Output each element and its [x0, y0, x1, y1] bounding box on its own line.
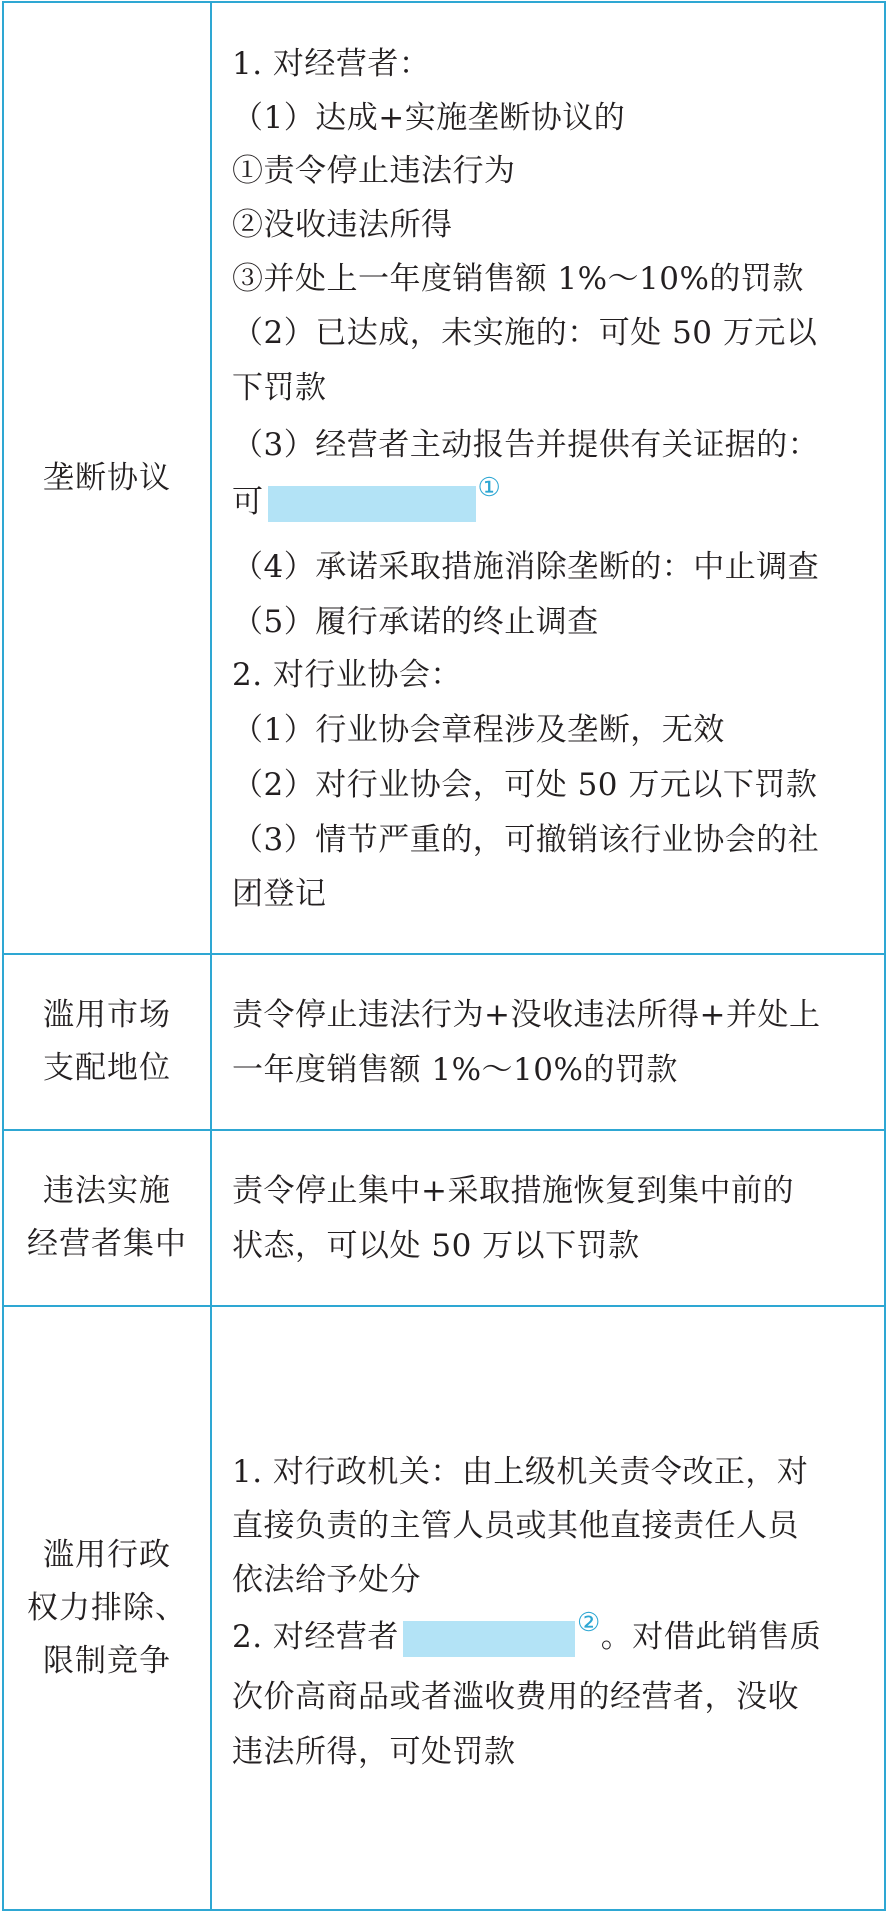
row-label-cell — [4, 3, 212, 953]
content-line: 状态，可以处 50 万以下罚款 — [232, 1228, 640, 1264]
content-line: （2）对行业协会，可处 50 万元以下罚款 — [232, 767, 818, 803]
content-line: 2. 对经营者 ②。对借此销售质 — [232, 1608, 822, 1655]
content-line: 下罚款 — [232, 370, 327, 406]
content-line: （4）承诺采取措施消除垄断的：中止调查 — [232, 549, 820, 585]
table-row — [4, 1307, 884, 1909]
content-line: 一年度销售额 1%～10%的罚款 — [232, 1052, 678, 1088]
content-line: （2）已达成，未实施的：可处 50 万元以 — [232, 315, 818, 351]
row-label-cell — [4, 1307, 212, 1909]
answer-blank — [268, 486, 476, 522]
content-line: 依法给予处分 — [232, 1562, 421, 1598]
row-label-cell — [4, 1131, 212, 1305]
answer-blank — [403, 1621, 575, 1657]
row-content-cell — [212, 955, 884, 1129]
content-line: 次价高商品或者滥收费用的经营者，没收 — [232, 1679, 799, 1715]
row-label: 滥用市场 支配地位 — [43, 997, 171, 1086]
table-row — [4, 3, 884, 955]
blank-number-mark: ① — [477, 473, 502, 503]
content-line: ①责令停止违法行为 — [232, 153, 516, 189]
content-line: 可 ① — [232, 473, 502, 520]
content-line: （3）经营者主动报告并提供有关证据的： — [232, 427, 820, 463]
content-line: （3）情节严重的，可撤销该行业协会的社 — [232, 822, 820, 858]
content-line: 团登记 — [232, 876, 327, 912]
content-line: 直接负责的主管人员或其他直接责任人员 — [232, 1508, 799, 1544]
table-row — [4, 1131, 884, 1307]
content-line: （5）履行承诺的终止调查 — [232, 604, 599, 640]
content-line: （1）行业协会章程涉及垄断，无效 — [232, 712, 725, 748]
row-label: 垄断协议 — [43, 459, 171, 496]
row-content-cell — [212, 1307, 884, 1909]
content-line: ③并处上一年度销售额 1%～10%的罚款 — [232, 261, 804, 297]
content-line: 1. 对行政机关：由上级机关责令改正，对 — [232, 1454, 809, 1490]
table-row — [4, 955, 884, 1131]
content-line: （1）达成+实施垄断协议的 — [232, 100, 626, 136]
content-line: 责令停止集中+采取措施恢复到集中前的 — [232, 1173, 794, 1209]
row-content-cell — [212, 1131, 884, 1305]
row-label: 违法实施 经营者集中 — [27, 1173, 187, 1262]
content-line: 责令停止违法行为+没收违法所得+并处上 — [232, 997, 821, 1033]
blank-number-mark: ② — [576, 1608, 601, 1638]
content-line: 违法所得，可处罚款 — [232, 1734, 516, 1770]
row-content-cell — [212, 3, 884, 953]
content-line: 2. 对行业协会： — [232, 657, 462, 693]
content-line: 1. 对经营者： — [232, 46, 431, 82]
content-line: ②没收违法所得 — [232, 207, 453, 243]
penalty-table — [2, 1, 886, 1911]
row-label-cell — [4, 955, 212, 1129]
row-label: 滥用行政 权力排除、 限制竞争 — [27, 1536, 187, 1679]
